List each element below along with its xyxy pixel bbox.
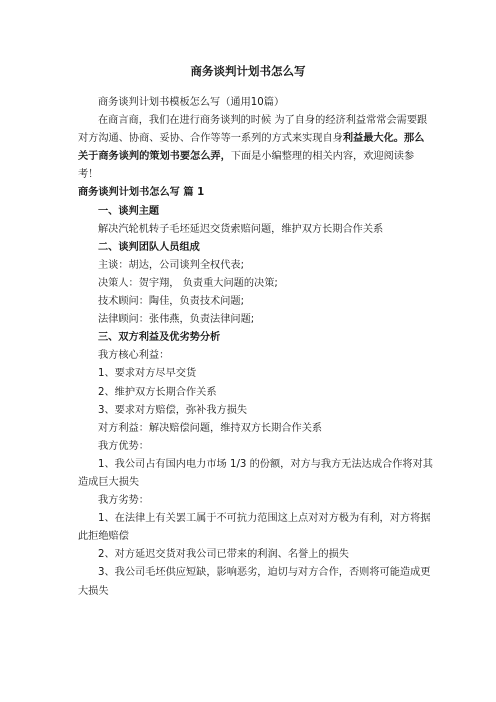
content-line: 我方优势： [98, 440, 149, 452]
content-line: 主谈：胡达，公司谈判全权代表; [98, 259, 245, 271]
intro-text-end: 下面是小编整理的相关内容，欢迎阅读参考！ [78, 151, 415, 181]
content-line: 1、要求对方尽早交货 [98, 368, 197, 380]
content-line: 法律顾问：张伟燕，负责法律问题; [98, 314, 255, 326]
content-line: 我方劣势： [98, 495, 149, 507]
content-list [78, 203, 433, 601]
section-subheading: 二、谈判团队人员组成 [98, 241, 200, 253]
intro-emphasis: 利益最大化。那么关于商务谈判的策划书要怎么弄， [78, 133, 425, 163]
section-heading: 商务谈判计划书怎么写 篇 1 [78, 187, 205, 199]
intro-paragraph [78, 112, 433, 184]
content-line: 3、要求对方赔偿，弥补我方损失 [98, 404, 248, 416]
content-line: 3、我公司毛坯供应短缺，影响恶劣，迫切与对方合作，否则将可能造成更大损失 [78, 567, 431, 597]
content-line: 1、我公司占有国内电力市场 1/3 的份额，对方与我方无法达成合作将对其造成巨大损失 [78, 458, 433, 488]
content-line: 技术顾问：陶佳，负责技术问题; [98, 296, 245, 308]
content-line: 2、对方延迟交货对我公司已带来的利润、名誉上的损失 [98, 549, 349, 561]
content-line: 我方核心利益： [98, 350, 170, 362]
content-line: 对方利益：解决赔偿问题，维持双方长期合作关系 [98, 422, 323, 434]
intro-text: 在商言商，我们在进行商务谈判的时候 为了自身的经济利益常常会需要跟对方沟通、协商、妥协、合作等等一系列的方式来实现自身 [78, 115, 428, 145]
document-title: 商务谈判计划书怎么写 [190, 64, 306, 78]
document-subtitle: 商务谈判计划书模板怎么写（通用10篇） [98, 97, 285, 108]
content-line: 2、维护双方长期合作关系 [98, 386, 217, 398]
content-line: 决策人：贺宇翔， 负责重大问题的决策; [98, 277, 278, 289]
content-line: 1、在法律上有关罢工属于不可抗力范围这上点对对方极为有利，对方将据此拒绝赔偿 [78, 513, 431, 543]
section-subheading: 一、谈判主题 [98, 205, 160, 217]
content-line: 解决汽轮机转子毛坯延迟交货索赔问题，维护双方长期合作关系 [98, 223, 384, 235]
document-body [78, 94, 433, 601]
section-subheading: 三、双方利益及优劣势分析 [98, 332, 221, 344]
